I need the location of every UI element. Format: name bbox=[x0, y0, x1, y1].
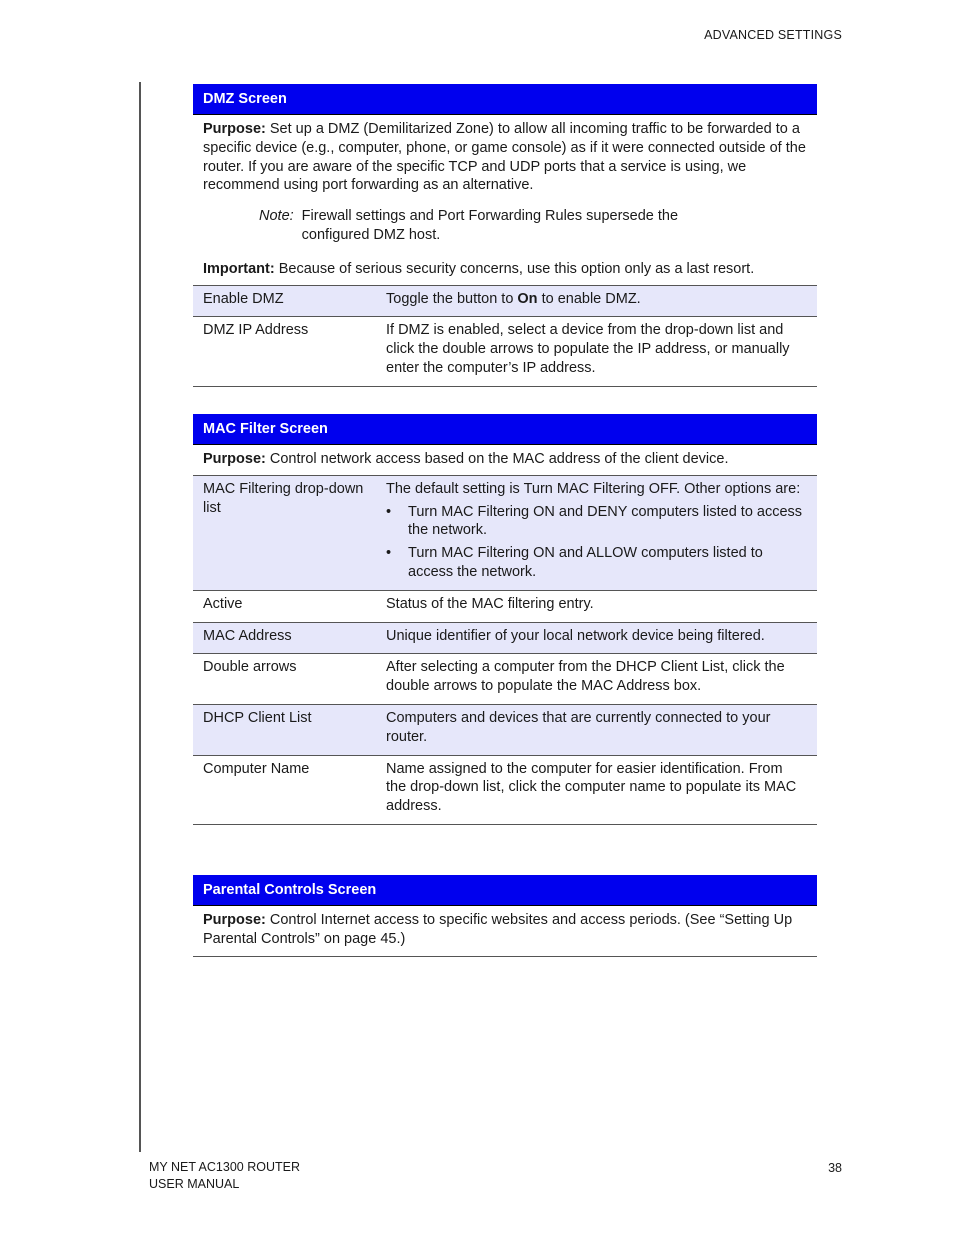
dmz-note bbox=[249, 201, 817, 251]
page-number: 38 bbox=[828, 1161, 842, 1175]
row-desc-bold: On bbox=[517, 290, 538, 307]
table-row bbox=[193, 653, 817, 704]
dmz-important-label: Important: bbox=[203, 260, 275, 277]
mac-purpose-label: Purpose: bbox=[203, 451, 266, 467]
mac-purpose-text: Control network access based on the MAC address of the client device. bbox=[265, 451, 729, 467]
row-name: Double arrows bbox=[203, 659, 297, 676]
parental-section-title: Parental Controls Screen bbox=[193, 875, 817, 906]
parental-section bbox=[193, 875, 817, 957]
dmz-purpose-label: Purpose: bbox=[203, 121, 266, 137]
footer-product-line1: MY NET AC1300 ROUTER bbox=[149, 1160, 300, 1174]
parental-purpose-label: Purpose: bbox=[203, 912, 266, 928]
mac-section bbox=[193, 414, 817, 825]
dmz-purpose bbox=[193, 115, 817, 201]
dmz-section-title: DMZ Screen bbox=[193, 84, 817, 115]
bullet-text: Turn MAC Filtering ON and DENY computers listed to access the network. bbox=[408, 503, 803, 539]
row-desc: Unique identifier of your local network device being filtered. bbox=[386, 627, 765, 644]
parental-purpose-text: Control Internet access to specific websites and access periods. (See “Setting Up Parental Controls” on page 45.) bbox=[203, 912, 793, 947]
row-desc: Name assigned to the computer for easier identification. From the drop-down list, click the computer name to populate its MAC address. bbox=[386, 760, 797, 815]
row-desc: Status of the MAC filtering entry. bbox=[386, 595, 594, 612]
row-desc-text: to enable DMZ. bbox=[537, 290, 641, 307]
row-desc bbox=[386, 286, 817, 317]
dmz-important bbox=[193, 251, 817, 285]
running-head: ADVANCED SETTINGS bbox=[704, 28, 842, 42]
dmz-note-text: Firewall settings and Port Forwarding Rules supersede the configured DMZ host. bbox=[301, 208, 679, 243]
footer-product-line2: USER MANUAL bbox=[149, 1176, 240, 1191]
footer-product bbox=[149, 1159, 300, 1192]
table-row bbox=[193, 285, 817, 317]
row-name: Active bbox=[203, 595, 243, 612]
parental-purpose bbox=[193, 906, 817, 957]
table-row bbox=[193, 590, 817, 622]
margin-rule bbox=[139, 82, 141, 1152]
table-row bbox=[193, 622, 817, 654]
row-name: DMZ IP Address bbox=[203, 322, 309, 339]
mac-section-title: MAC Filter Screen bbox=[193, 414, 817, 445]
row-desc-text: The default setting is Turn MAC Filtering OFF. Other options are: bbox=[386, 480, 801, 497]
row-name: MAC Address bbox=[203, 627, 292, 644]
table-row bbox=[193, 316, 817, 386]
row-name: Enable DMZ bbox=[203, 290, 284, 307]
bullet-icon: • bbox=[386, 545, 392, 562]
bullet-item bbox=[386, 503, 805, 541]
row-desc: After selecting a computer from the DHCP Client List, click the double arrows to populate the MAC Address box. bbox=[386, 659, 785, 695]
row-name: Computer Name bbox=[203, 760, 310, 777]
row-name: MAC Filtering drop-down list bbox=[203, 480, 364, 516]
row-desc: Computers and devices that are currently connected to your router. bbox=[386, 709, 771, 745]
dmz-important-text: Because of serious security concerns, use this option only as a last resort. bbox=[274, 260, 755, 277]
bullet-text: Turn MAC Filtering ON and ALLOW computers listed to access the network. bbox=[408, 545, 763, 580]
row-name: DHCP Client List bbox=[203, 709, 312, 726]
row-desc bbox=[386, 476, 817, 590]
table-row bbox=[193, 704, 817, 755]
table-row bbox=[193, 475, 817, 590]
mac-purpose bbox=[193, 445, 817, 475]
bullet-item bbox=[386, 544, 805, 582]
row-desc: If DMZ is enabled, select a device from the drop-down list and click the double arrows to populate the IP address, or manually enter the computer’s IP address. bbox=[386, 322, 790, 376]
table-row bbox=[193, 755, 817, 825]
dmz-purpose-text: Set up a DMZ (Demilitarized Zone) to allow all incoming traffic to be forwarded to a specific device (e.g., computer, phone, or game console) as if it were connected outside of the router. If you are aware of the specific TCP and UDP ports that a service is using, we recommend using port forwarding as an alternative. bbox=[203, 121, 806, 194]
bullet-icon: • bbox=[386, 503, 392, 520]
row-desc-text: Toggle the button to bbox=[386, 290, 518, 307]
dmz-section bbox=[193, 84, 817, 387]
dmz-note-label: Note: bbox=[259, 208, 294, 225]
